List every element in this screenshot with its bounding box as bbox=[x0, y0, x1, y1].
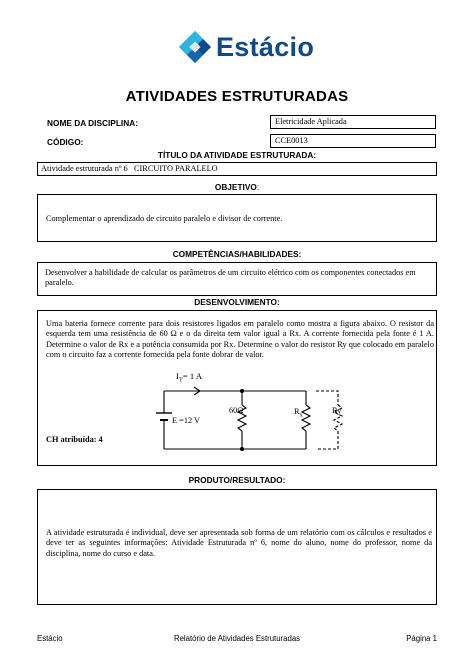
logo bbox=[178, 30, 315, 66]
code-value: CCE0013 bbox=[275, 136, 308, 145]
current-label: $I_T= 1$ A bbox=[176, 371, 203, 384]
footer-page: Página 1 bbox=[406, 634, 437, 643]
logo-text: Estácio bbox=[216, 32, 315, 62]
discipline-value: Eletricidade Aplicada bbox=[275, 117, 347, 126]
ch-label: CH atribuída: 4 bbox=[46, 435, 103, 444]
competences-text: Desenvolver a habilidade de calcular os parâmetros de um circuito elétrico com os componentes conectados em paralelo. bbox=[45, 268, 416, 288]
footer-center: Relatório de Atividades Estruturadas bbox=[173, 634, 301, 643]
product-box bbox=[37, 489, 437, 605]
development-text: Uma bateria fornece corrente para dois resistores ligados em paralelo como mostra a figura abaixo. O resistor da esquerda tem uma resistência de 60 Ω e o da direita tem valor igual a Rx. A corrente fornecida pela fonte é 1 A. Determine o valor de Rx e a potência consumida por Rx. Determine o valor do resistor Ry que colocado em paralelo com o circuito faz a corrente fornecida pela fonte dobrar de valor. bbox=[46, 319, 434, 360]
activity-name: CIRCUITO PARALELO bbox=[134, 164, 218, 173]
structured-title-box bbox=[37, 162, 437, 176]
development-header: DESENVOLVIMENTO: bbox=[194, 297, 280, 307]
product-text: A atividade estruturada é individual, deve ser apresentada sob forma de um relatório com os cálculos e resultados e deve ter as seguintes informações: Atividade Estruturada nº 6, nome do aluno, nome do professor, nome da disciplina, nome do curso e data. bbox=[46, 528, 432, 558]
product-header: PRODUTO/RESULTADO: bbox=[188, 475, 286, 485]
discipline-field bbox=[270, 115, 436, 129]
competences-box bbox=[37, 262, 437, 296]
footer-left: Estácio bbox=[37, 634, 63, 643]
page-title: ATIVIDADES ESTRUTURADAS bbox=[125, 88, 349, 105]
objective-header: OBJETIVO: bbox=[214, 182, 260, 192]
voltage-label: E =12 V bbox=[172, 416, 201, 425]
ry-label: Ry bbox=[332, 406, 342, 415]
objective-box bbox=[37, 194, 437, 242]
code-label: CÓDIGO: bbox=[47, 137, 84, 147]
competences-header: COMPETÊNCIAS/HABILIDADES: bbox=[172, 249, 302, 259]
estacio-logo-icon bbox=[178, 30, 212, 64]
code-field bbox=[270, 134, 436, 148]
development-box bbox=[37, 310, 437, 466]
structured-title-header: TÍTULO DA ATIVIDADE ESTRUTURADA: bbox=[157, 150, 317, 160]
objective-text: Complementar o aprendizado de circuito paralelo e divisor de corrente. bbox=[46, 214, 283, 223]
activity-number: Atividade estruturada nº 6 bbox=[41, 164, 128, 173]
r1-label: 60Ω bbox=[229, 406, 244, 415]
discipline-label: NOME DA DISCIPLINA: bbox=[47, 118, 138, 128]
rx-label: $R_x$ bbox=[294, 407, 303, 419]
